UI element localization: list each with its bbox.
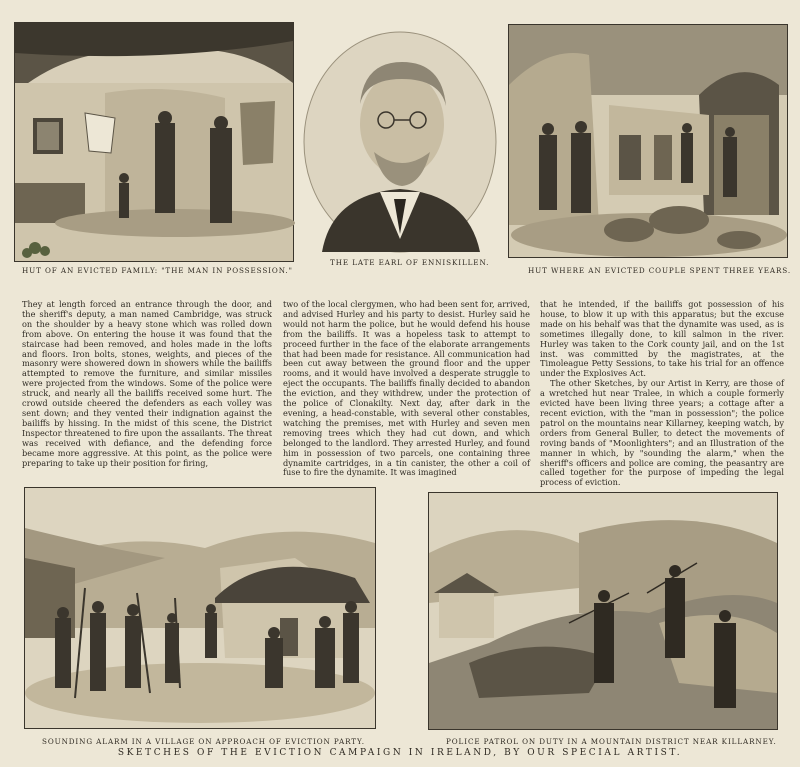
earl-portrait-illustration — [302, 24, 498, 252]
caption-earl-enniskillen: THE LATE EARL OF ENNISKILLEN. — [330, 258, 490, 267]
engraving-hut-evicted-couple — [508, 24, 788, 258]
village-alarm-illustration — [25, 488, 375, 728]
article-paragraph: The other Sketches, by our Artist in Kerry, are those of a wretched hut near Tralee, in which a couple formerly evicted have been living three years; a cottage after a recent eviction, with the "man in possession"; the police patrol on the mountains near Killarney, keeping watch, by orders from General Buller, to detect the movements of roving bands of "Moonlighters"; and an Illustration of the manner in which, by "sounding the alarm," when the sheriff's officers and police are coming, the peasantry are called together for the purpose of impeding the legal process of eviction. — [540, 378, 784, 488]
article-column-1 — [22, 300, 272, 478]
article-column-3 — [540, 299, 784, 488]
article-column-2 — [283, 300, 530, 478]
article-paragraph: that he intended, if the bailiffs got possession of his house, to blow it up with this apparatus; but the excuse made on his behalf was that the dynamite was used, as is sometimes illegally done, to kill salmon in the river. Hurley was taken to the Cork county jail, and on the 1st inst. was committed by the magistrates, at the Timoleague Petty Sessions, to take his trial for an offence under the Explosives Act. — [540, 299, 784, 379]
caption-hut-evicted-family: HUT OF AN EVICTED FAMILY: "THE MAN IN POSSESSION." — [22, 266, 293, 275]
stone-hut-illustration — [509, 25, 787, 257]
hut-interior-illustration — [15, 23, 293, 261]
engraving-sounding-alarm — [24, 487, 376, 729]
engraving-police-patrol — [428, 492, 778, 730]
article-paragraph: They at length forced an entrance through the door, and the sheriff's deputy, a man named Cambridge, was struck on the shoulder by a heavy stone which was rolled down from above. On entering the house it was found that the staircase had been removed, and holes made in the lofts and floors. Iron bolts, stones, weights, and pieces of the masonry were showered down in showers while the bailiffs attempted to remove the furniture, and similar missiles were projected from the windows. Some of the police were struck, and nearly all the bailiffs received some hurt. The crowd outside cheered the defenders as each volley was sent down; and they vented their indignation against the bailiffs by hissing. In the midst of this scene, the District Inspector threatened to fire upon the assailants. The threat was received with defiance, and the defending force became more aggressive. At this point, as the police were preparing to take up their position for firing, — [22, 299, 272, 468]
mountain-patrol-illustration — [429, 493, 777, 729]
engraving-hut-evicted-family — [14, 22, 294, 262]
caption-hut-evicted-couple: HUT WHERE AN EVICTED COUPLE SPENT THREE YEARS. — [528, 266, 792, 275]
caption-sounding-alarm: SOUNDING ALARM IN A VILLAGE ON APPROACH OF EVICTION PARTY. — [42, 737, 365, 746]
page-title: SKETCHES OF THE EVICTION CAMPAIGN IN IRELAND, BY OUR SPECIAL ARTIST. — [117, 748, 683, 758]
article-paragraph: two of the local clergymen, who had been sent for, arrived, and advised Hurley and his party to desist. Hurley said he would not harm the police, but he would defend his house from the bailiffs. It was a hopeless task to attempt to proceed further in the face of the elaborate arrangements that had been made for resistance. All communication had been cut away between the ground floor and the upper rooms, and it would have involved a desperate struggle to eject the occupants. The bailiffs finally decided to abandon the eviction, and they withdrew, under the protection of the police of Clonakilty. Next day, after dark in the evening, a head-constable, with several other constables, watching the premises, met with Hurley and seven men removing trees which they had cut down, and which belonged to the landlord. They arrested Hurley, and found him in possession of two parcels, one containing three dynamite cartridges, in a tin canister, the other a coil of fuse to fire the dynamite. It was imagined — [283, 299, 530, 478]
portrait-earl-enniskillen — [302, 24, 498, 252]
caption-police-patrol: POLICE PATROL ON DUTY IN A MOUNTAIN DISTRICT NEAR KILLARNEY. — [446, 737, 777, 746]
